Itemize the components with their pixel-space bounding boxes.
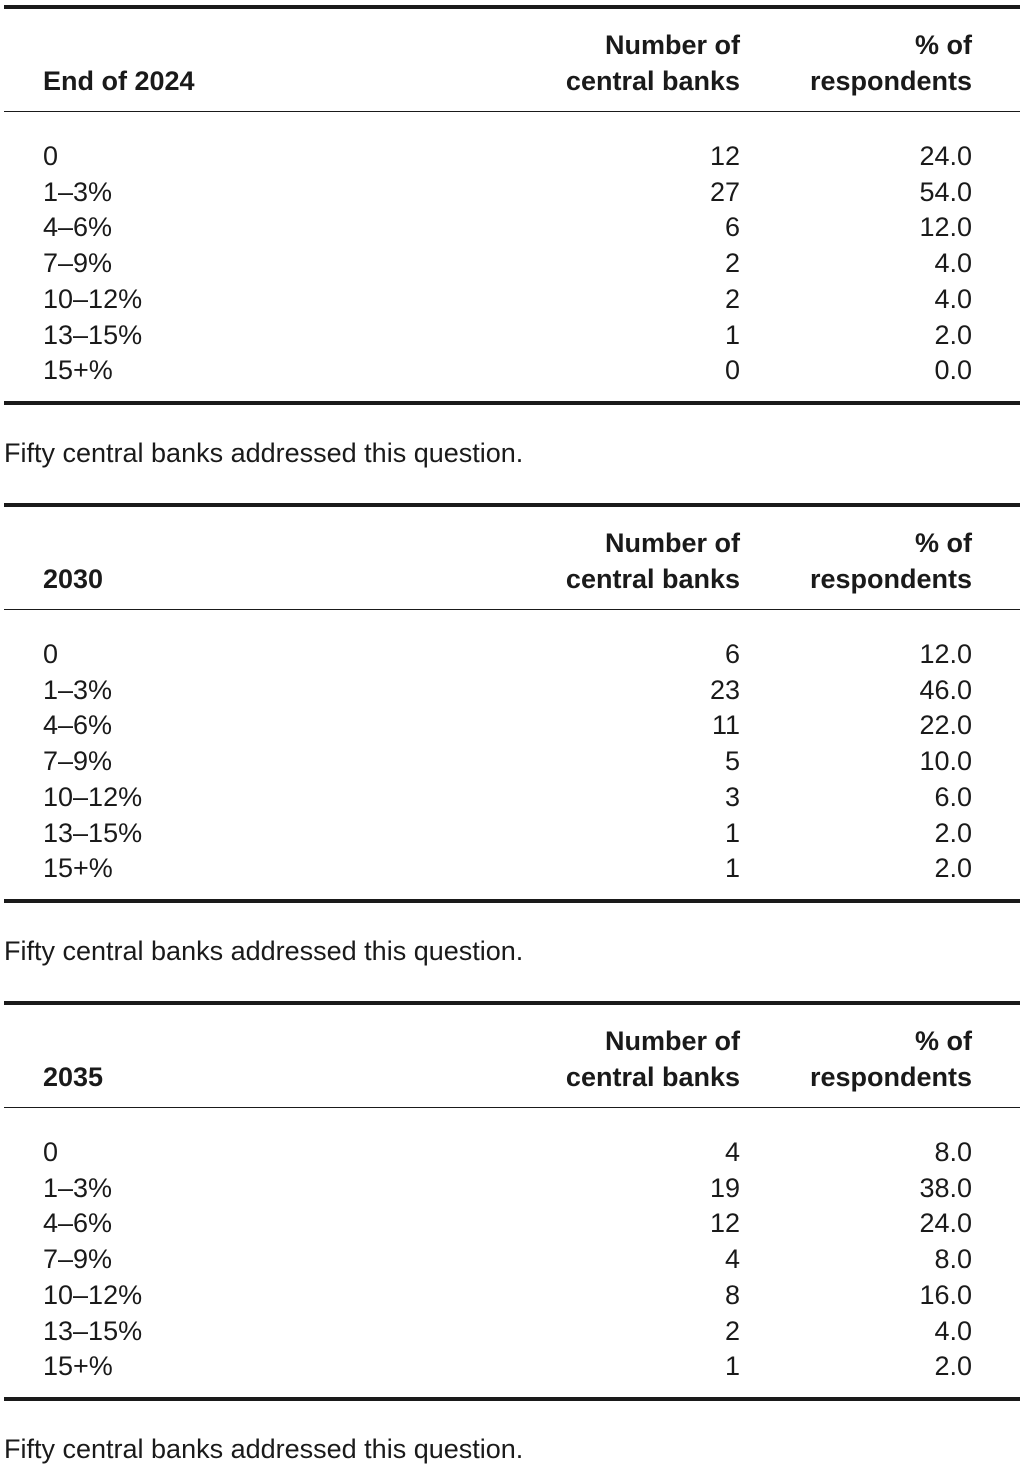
count-cell: 19 <box>709 1172 740 1203</box>
pct-cell: 10.0 <box>919 746 972 777</box>
table-row <box>4 112 1020 175</box>
pct-cell: 6.0 <box>934 781 972 812</box>
range-cell: 15+% <box>43 1351 113 1382</box>
count-cell: 12 <box>709 141 740 171</box>
count-header-line2: central banks <box>565 66 740 96</box>
table-row <box>4 1206 1020 1242</box>
pct-cell: 38.0 <box>919 1172 972 1203</box>
count-cell: 6 <box>724 212 740 243</box>
range-cell: 10–12% <box>43 1279 143 1310</box>
range-cell: 7–9% <box>43 1244 113 1275</box>
count-cell: 23 <box>709 674 740 705</box>
count-cell: 1 <box>724 817 740 848</box>
pct-cell: 46.0 <box>919 674 972 705</box>
count-cell: 5 <box>724 746 740 777</box>
range-cell: 0 <box>43 141 59 171</box>
count-header-line1: Number of <box>605 528 740 558</box>
range-cell: 4–6% <box>43 1208 113 1239</box>
pct-header-line2: respondents <box>809 564 972 594</box>
count-header-line1: Number of <box>605 1026 740 1056</box>
table-note: Fifty central banks addressed this question. <box>4 935 524 966</box>
count-header-line2: central banks <box>565 564 740 594</box>
table-section-2035 <box>4 1001 1020 1467</box>
table-note: Fifty central banks addressed this question. <box>4 1433 524 1464</box>
table-header-row <box>4 7 1020 112</box>
range-cell: 1–3% <box>43 176 113 207</box>
range-cell: 4–6% <box>43 710 113 741</box>
range-cell: 1–3% <box>43 674 113 705</box>
pct-cell: 12.0 <box>919 639 972 669</box>
count-header-line1: Number of <box>605 30 740 60</box>
range-cell: 1–3% <box>43 1172 113 1203</box>
table-header-row <box>4 505 1020 610</box>
table-header-row <box>4 1003 1020 1108</box>
table-row <box>4 673 1020 709</box>
table-row <box>4 1314 1020 1350</box>
table-row <box>4 780 1020 816</box>
table-row <box>4 210 1020 246</box>
pct-cell: 24.0 <box>919 141 972 171</box>
table-row <box>4 1171 1020 1207</box>
pct-header-line1: % of <box>915 528 972 558</box>
count-cell: 4 <box>724 1137 740 1167</box>
range-cell: 4–6% <box>43 212 113 243</box>
pct-cell: 24.0 <box>919 1208 972 1239</box>
range-cell: 13–15% <box>43 1315 143 1346</box>
data-table-2035 <box>4 1001 1020 1401</box>
count-header <box>500 7 740 112</box>
data-table-2024 <box>4 5 1020 405</box>
pct-header <box>740 505 1020 610</box>
count-cell: 6 <box>724 639 740 669</box>
range-cell: 0 <box>43 1137 59 1167</box>
count-cell: 2 <box>724 283 740 314</box>
pct-cell: 2.0 <box>934 853 972 884</box>
table-row <box>4 744 1020 780</box>
table-note: Fifty central banks addressed this question. <box>4 437 524 468</box>
table-row <box>4 708 1020 744</box>
count-cell: 8 <box>724 1279 740 1310</box>
period-header: 2030 <box>4 505 500 610</box>
pct-header-line1: % of <box>915 1026 972 1056</box>
table-section-2030 <box>4 503 1020 969</box>
range-cell: 7–9% <box>43 248 113 279</box>
table-row <box>4 851 1020 901</box>
range-cell: 15+% <box>43 853 113 884</box>
count-cell: 0 <box>724 355 740 386</box>
count-cell: 11 <box>711 710 740 741</box>
count-cell: 1 <box>724 1351 740 1382</box>
pct-header <box>740 1003 1020 1108</box>
count-header <box>500 505 740 610</box>
count-cell: 4 <box>724 1244 740 1275</box>
table-row <box>4 610 1020 673</box>
count-header <box>500 1003 740 1108</box>
table-row <box>4 282 1020 318</box>
range-cell: 13–15% <box>43 319 143 350</box>
pct-header-line1: % of <box>915 30 972 60</box>
pct-cell: 2.0 <box>934 319 972 350</box>
range-cell: 10–12% <box>43 781 143 812</box>
pct-cell: 0.0 <box>934 355 972 386</box>
table-row <box>4 353 1020 403</box>
range-cell: 7–9% <box>43 746 113 777</box>
table-row <box>4 816 1020 852</box>
count-cell: 2 <box>724 1315 740 1346</box>
pct-cell: 4.0 <box>934 283 972 314</box>
pct-cell: 2.0 <box>934 817 972 848</box>
table-section-2024 <box>4 5 1020 471</box>
range-cell: 10–12% <box>43 283 143 314</box>
table-row <box>4 175 1020 211</box>
pct-cell: 8.0 <box>934 1244 972 1275</box>
count-cell: 27 <box>709 176 740 207</box>
period-header: End of 2024 <box>4 7 500 112</box>
pct-header-line2: respondents <box>809 1062 972 1092</box>
count-cell: 12 <box>709 1208 740 1239</box>
pct-cell: 4.0 <box>934 248 972 279</box>
table-row <box>4 1278 1020 1314</box>
pct-cell: 4.0 <box>934 1315 972 1346</box>
data-table-2030 <box>4 503 1020 903</box>
range-cell: 15+% <box>43 355 113 386</box>
pct-cell: 16.0 <box>919 1279 972 1310</box>
range-cell: 13–15% <box>43 817 143 848</box>
count-cell: 1 <box>724 853 740 884</box>
table-row <box>4 1242 1020 1278</box>
pct-cell: 8.0 <box>934 1137 972 1167</box>
pct-cell: 54.0 <box>919 176 972 207</box>
pct-header <box>740 7 1020 112</box>
pct-cell: 22.0 <box>919 710 972 741</box>
pct-header-line2: respondents <box>809 66 972 96</box>
table-row <box>4 1108 1020 1171</box>
count-header-line2: central banks <box>565 1062 740 1092</box>
count-cell: 3 <box>724 781 740 812</box>
period-header: 2035 <box>4 1003 500 1108</box>
table-row <box>4 246 1020 282</box>
table-row <box>4 1349 1020 1399</box>
table-row <box>4 318 1020 354</box>
range-cell: 0 <box>43 639 59 669</box>
count-cell: 2 <box>724 248 740 279</box>
pct-cell: 12.0 <box>919 212 972 243</box>
count-cell: 1 <box>724 319 740 350</box>
pct-cell: 2.0 <box>934 1351 972 1382</box>
